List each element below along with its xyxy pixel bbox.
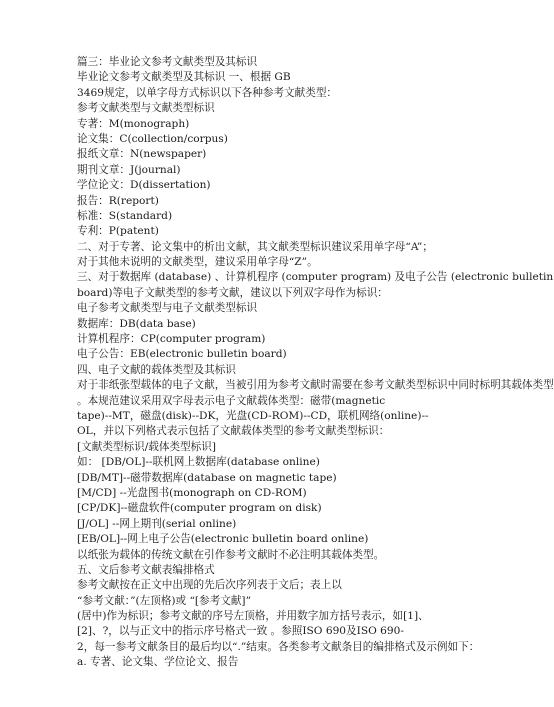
paragraph-line: 对于非纸张型载体的电子文献，当被引用为参考文献时需要在参考文献类型标识中同时标明其载体类型	[77, 379, 554, 392]
type-entry: 数据库：DB(data base)	[77, 317, 196, 330]
paragraph-line: (居中)作为标识；参考文献的序号左顶格，并用数字加方括号表示，如[1]、	[77, 610, 429, 623]
document-body	[77, 55, 554, 671]
paragraph-line: 以纸张为载体的传统文献在引作参考文献时不必注明其载体类型。	[77, 548, 385, 561]
paragraph-line: 。本规范建议采用双字母表示电子文献载体类型：磁带(magnetic	[77, 394, 386, 407]
example-entry: [DB/MT]--磁带数据库(database on magnetic tape)	[77, 471, 337, 484]
paragraph-line: 对于其他未说明的文献类型，建议采用单字母“Z”。	[77, 256, 318, 269]
paragraph-line: 2，每一参考文献条目的最后均以“.”结束。各类参考文献条目的编排格式及示例如下：	[77, 640, 480, 653]
paragraph-line: 参考文献类型与文献类型标识	[77, 102, 215, 115]
paragraph-line: 四、电子文献的载体类型及其标识	[77, 363, 236, 376]
type-entry: 专著：M(monograph)	[77, 117, 190, 130]
paragraph-line: 三、对于数据库 (database) 、计算机程序 (computer program) 及电子公告 (electronic bulletin	[77, 271, 554, 284]
example-entry: [M/CD] --光盘图书(monograph on CD-ROM)	[77, 486, 307, 499]
paragraph-line: a. 专著、论文集、学位论文、报告	[77, 656, 239, 669]
paragraph-line: 五、文后参考文献表编排格式	[77, 563, 215, 576]
section-heading: 篇三：毕业论文参考文献类型及其标识	[77, 56, 258, 68]
example-entry: [CP/DK]--磁盘软件(computer program on disk)	[77, 502, 322, 515]
paragraph-line: 参考文献按在正文中出现的先后次序列表于文后；表上以	[77, 579, 342, 592]
type-entry: 报告：R(report)	[77, 194, 159, 207]
paragraph-line: 二、对于专著、论文集中的析出文献，其文献类型标识建议采用单字母“A”；	[77, 240, 433, 253]
example-entry: 如： [DB/OL]--联机网上数据库(database online)	[77, 456, 320, 469]
type-entry: 论文集：C(collection/corpus)	[77, 132, 228, 145]
paragraph-line: “参考文献：”(左顶格)或 “[参考文献]”	[77, 594, 251, 607]
paragraph-line: tape)--MT，磁盘(disk)--DK，光盘(CD-ROM)--CD，联机网络(online)--	[77, 409, 429, 422]
paragraph-line: [2]、?，以与正文中的指示序号格式一致 。参照ISO 690及ISO 690-	[77, 625, 404, 638]
type-entry: 报纸文章：N(newspaper)	[77, 148, 207, 161]
type-entry: 学位论文：D(dissertation)	[77, 179, 211, 192]
type-entry: 电子公告：EB(electronic bulletin board)	[77, 348, 287, 361]
type-entry: 专利：P(patent)	[77, 225, 159, 238]
example-entry: [EB/OL]--网上电子公告(electronic bulletin board online)	[77, 533, 369, 546]
paragraph-line: 毕业论文参考文献类型及其标识 一、根据 GB	[77, 71, 291, 84]
type-entry: 期刊文章：J(journal)	[77, 163, 181, 176]
paragraph-line: board)等电子文献类型的参考文献，建议以下列双字母作为标识：	[77, 286, 388, 299]
paragraph-line: OL，并以下列格式表示包括了文献载体类型的参考文献类型标识：	[77, 425, 390, 438]
type-entry: 计算机程序：CP(computer program)	[77, 333, 266, 346]
paragraph-line: [文献类型标识/载体类型标识]	[77, 440, 216, 453]
paragraph-line: 3469规定，以单字母方式标识以下各种参考文献类型：	[77, 86, 338, 99]
type-entry: 标准：S(standard)	[77, 209, 173, 222]
example-entry: [J/OL] --网上期刊(serial online)	[77, 517, 237, 530]
paragraph-line: 电子参考文献类型与电子文献类型标识	[77, 302, 258, 315]
